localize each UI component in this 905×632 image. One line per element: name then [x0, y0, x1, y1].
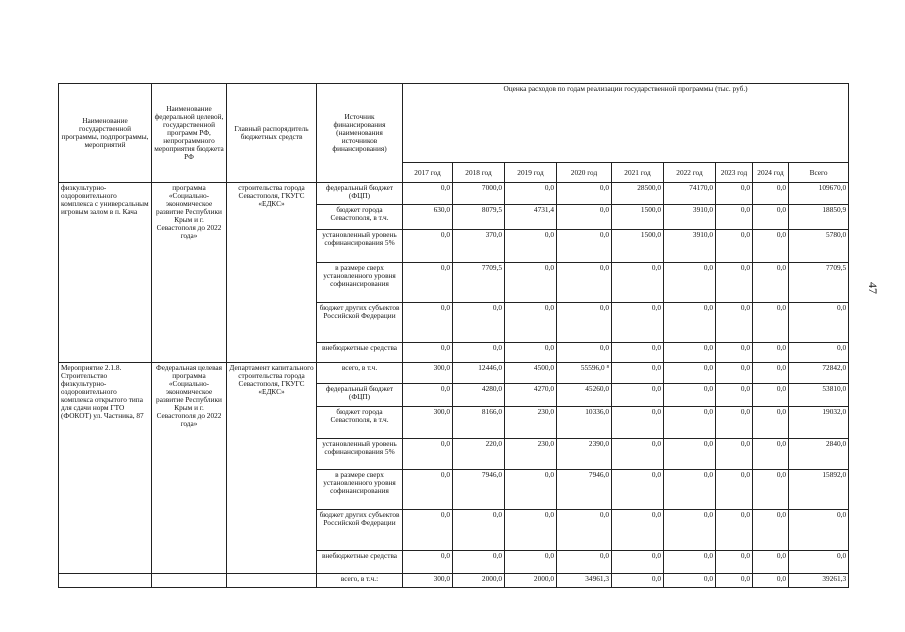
value-cell: 0,0 — [753, 510, 789, 551]
value-cell: 0,0 — [403, 551, 453, 574]
table-row — [59, 574, 849, 588]
value-cell: 0,0 — [716, 574, 753, 588]
year-header: 2024 год — [753, 163, 789, 183]
header-manager: Главный распорядитель бюджетных средств — [227, 84, 317, 183]
value-cell: 0,0 — [557, 205, 612, 230]
value-cell: 34961,3 — [557, 574, 612, 588]
value-cell: 0,0 — [664, 343, 716, 363]
value-cell: 230,0 — [505, 439, 557, 470]
value-cell: 300,0 — [403, 363, 453, 384]
value-cell: 0,0 — [753, 343, 789, 363]
value-cell: 0,0 — [716, 263, 753, 303]
year-header: 2021 год — [612, 163, 664, 183]
value-cell: 300,0 — [403, 407, 453, 439]
value-cell: 0,0 — [716, 363, 753, 384]
program-name-cell: физкультурно-оздоровительного комплекса с универсальным игровым залом в п. Кача — [59, 183, 152, 363]
value-cell: 0,0 — [453, 303, 505, 343]
value-cell: 4280,0 — [453, 384, 505, 407]
source-cell: всего, в т.ч.: — [317, 574, 403, 588]
total-cell: 18850,9 — [789, 205, 849, 230]
value-cell: 0,0 — [612, 363, 664, 384]
value-cell: 0,0 — [664, 303, 716, 343]
value-cell: 55596,0 ⁸ — [557, 363, 612, 384]
value-cell: 0,0 — [557, 303, 612, 343]
value-cell: 7946,0 — [557, 470, 612, 510]
value-cell: 2000,0 — [453, 574, 505, 588]
value-cell: 0,0 — [664, 551, 716, 574]
empty-cell — [59, 574, 152, 588]
value-cell: 0,0 — [753, 551, 789, 574]
value-cell: 370,0 — [453, 230, 505, 263]
value-cell: 7709,5 — [453, 263, 505, 303]
value-cell: 0,0 — [753, 470, 789, 510]
value-cell: 0,0 — [664, 439, 716, 470]
value-cell: 300,0 — [403, 574, 453, 588]
value-cell: 0,0 — [557, 343, 612, 363]
value-cell: 0,0 — [557, 551, 612, 574]
value-cell: 0,0 — [664, 407, 716, 439]
value-cell: 0,0 — [664, 263, 716, 303]
value-cell: 0,0 — [716, 230, 753, 263]
total-cell: 39261,3 — [789, 574, 849, 588]
value-cell: 220,0 — [453, 439, 505, 470]
value-cell: 630,0 — [403, 205, 453, 230]
value-cell: 0,0 — [753, 407, 789, 439]
source-cell: установленный уровень софинансирования 5% — [317, 439, 403, 470]
value-cell: 0,0 — [716, 384, 753, 407]
source-cell: в размере сверх установленного уровня софинансирования — [317, 470, 403, 510]
total-cell: 5780,0 — [789, 230, 849, 263]
source-cell: бюджет города Севастополя, в т.ч. — [317, 205, 403, 230]
source-cell: в размере сверх установленного уровня софинансирования — [317, 263, 403, 303]
value-cell: 0,0 — [612, 470, 664, 510]
value-cell: 0,0 — [505, 551, 557, 574]
value-cell: 0,0 — [505, 230, 557, 263]
value-cell: 0,0 — [716, 205, 753, 230]
value-cell: 0,0 — [664, 574, 716, 588]
value-cell: 0,0 — [403, 183, 453, 205]
value-cell: 0,0 — [505, 343, 557, 363]
empty-cell — [227, 574, 317, 588]
source-cell: внебюджетные средства — [317, 343, 403, 363]
value-cell: 0,0 — [612, 384, 664, 407]
value-cell: 0,0 — [557, 230, 612, 263]
table-row — [59, 183, 849, 205]
value-cell: 3910,0 — [664, 205, 716, 230]
value-cell: 0,0 — [612, 574, 664, 588]
value-cell: 1500,0 — [612, 230, 664, 263]
source-cell: федеральный бюджет (ФЦП) — [317, 384, 403, 407]
value-cell: 0,0 — [753, 384, 789, 407]
value-cell: 0,0 — [716, 303, 753, 343]
budget-table — [58, 83, 849, 588]
value-cell: 0,0 — [664, 363, 716, 384]
value-cell: 0,0 — [505, 263, 557, 303]
manager-cell: Департамент капитального строительства города Севастополя, ГКУГС «ЕДКС» — [227, 363, 317, 574]
header-name: Наименование государственной программы, подпрограммы, мероприятий — [59, 84, 152, 183]
empty-cell — [152, 574, 227, 588]
value-cell: 0,0 — [612, 551, 664, 574]
year-header: 2020 год — [557, 163, 612, 183]
value-cell: 230,0 — [505, 407, 557, 439]
total-cell: 19032,0 — [789, 407, 849, 439]
value-cell: 0,0 — [505, 183, 557, 205]
header-estimate: Оценка расходов по годам реализации государственной программы (тыс. руб.) — [403, 84, 849, 163]
value-cell: 4270,0 — [505, 384, 557, 407]
federal-program-cell: программа «Социально-экономическое развитие Республики Крым и г. Севастополя до 2022 года» — [152, 183, 227, 363]
table-row — [59, 363, 849, 384]
year-header: 2022 год — [664, 163, 716, 183]
year-header-total: Всего — [789, 163, 849, 183]
value-cell: 0,0 — [716, 343, 753, 363]
source-cell: установленный уровень софинансирования 5% — [317, 230, 403, 263]
value-cell: 2000,0 — [505, 574, 557, 588]
source-cell: внебюджетные средства — [317, 551, 403, 574]
value-cell: 0,0 — [403, 343, 453, 363]
value-cell: 0,0 — [716, 551, 753, 574]
total-cell: 0,0 — [789, 343, 849, 363]
value-cell: 0,0 — [557, 263, 612, 303]
total-cell: 2840,0 — [789, 439, 849, 470]
value-cell: 0,0 — [716, 183, 753, 205]
value-cell: 0,0 — [753, 205, 789, 230]
value-cell: 0,0 — [403, 303, 453, 343]
value-cell: 0,0 — [716, 407, 753, 439]
value-cell: 0,0 — [612, 343, 664, 363]
program-name-cell: Мероприятие 2.1.8. Строительство физкультурно-оздоровительного комплекса открытого типа для сдачи норм ГТО (ФОКОТ) ул. Частника, 87 — [59, 363, 152, 574]
value-cell: 0,0 — [753, 303, 789, 343]
total-cell: 109670,0 — [789, 183, 849, 205]
value-cell: 3910,0 — [664, 230, 716, 263]
value-cell: 0,0 — [403, 470, 453, 510]
value-cell: 0,0 — [753, 439, 789, 470]
value-cell: 0,0 — [505, 303, 557, 343]
value-cell: 0,0 — [753, 574, 789, 588]
value-cell: 74170,0 — [664, 183, 716, 205]
value-cell: 7000,0 — [453, 183, 505, 205]
value-cell: 28500,0 — [612, 183, 664, 205]
total-cell: 53810,0 — [789, 384, 849, 407]
value-cell: 0,0 — [716, 439, 753, 470]
header-source: Источник финансирования (наименования источников финансирования) — [317, 84, 403, 183]
year-header: 2023 год — [716, 163, 753, 183]
total-cell: 0,0 — [789, 551, 849, 574]
value-cell: 0,0 — [753, 230, 789, 263]
value-cell: 45260,0 — [557, 384, 612, 407]
source-cell: бюджет других субъектов Российской Федерации — [317, 510, 403, 551]
value-cell: 12446,0 — [453, 363, 505, 384]
value-cell: 0,0 — [557, 510, 612, 551]
value-cell: 0,0 — [716, 470, 753, 510]
value-cell: 0,0 — [557, 183, 612, 205]
year-header: 2017 год — [403, 163, 453, 183]
value-cell: 0,0 — [453, 510, 505, 551]
source-cell: федеральный бюджет (ФЦП) — [317, 183, 403, 205]
total-cell: 0,0 — [789, 510, 849, 551]
value-cell: 8166,0 — [453, 407, 505, 439]
value-cell: 0,0 — [612, 439, 664, 470]
value-cell: 8079,5 — [453, 205, 505, 230]
value-cell: 0,0 — [403, 439, 453, 470]
value-cell: 0,0 — [664, 510, 716, 551]
value-cell: 0,0 — [403, 384, 453, 407]
value-cell: 0,0 — [505, 470, 557, 510]
value-cell: 10336,0 — [557, 407, 612, 439]
header-federal-program: Наименование федеральной целевой, государственной программ РФ, непрограммного мероприятия бюджета РФ — [152, 84, 227, 183]
value-cell: 0,0 — [612, 510, 664, 551]
value-cell: 0,0 — [753, 363, 789, 384]
value-cell: 0,0 — [403, 263, 453, 303]
value-cell: 0,0 — [403, 510, 453, 551]
value-cell: 0,0 — [612, 407, 664, 439]
value-cell: 0,0 — [612, 263, 664, 303]
value-cell: 0,0 — [453, 551, 505, 574]
source-cell: бюджет города Севастополя, в т.ч. — [317, 407, 403, 439]
value-cell: 0,0 — [664, 384, 716, 407]
value-cell: 0,0 — [505, 510, 557, 551]
value-cell: 0,0 — [716, 510, 753, 551]
source-cell: бюджет других субъектов Российской Федерации — [317, 303, 403, 343]
value-cell: 0,0 — [612, 303, 664, 343]
source-cell: всего, в т.ч. — [317, 363, 403, 384]
total-cell: 72842,0 — [789, 363, 849, 384]
total-cell: 7709,5 — [789, 263, 849, 303]
value-cell: 2390,0 — [557, 439, 612, 470]
value-cell: 4731,4 — [505, 205, 557, 230]
value-cell: 0,0 — [403, 230, 453, 263]
year-header: 2019 год — [505, 163, 557, 183]
value-cell: 0,0 — [753, 263, 789, 303]
value-cell: 0,0 — [664, 470, 716, 510]
year-header: 2018 год — [453, 163, 505, 183]
value-cell: 4500,0 — [505, 363, 557, 384]
page-number: 47 — [866, 282, 880, 294]
total-cell: 15892,0 — [789, 470, 849, 510]
value-cell: 1500,0 — [612, 205, 664, 230]
federal-program-cell: Федеральная целевая программа «Социально-экономическое развитие Республики Крым и г. Севастополя до 2022 года» — [152, 363, 227, 574]
value-cell: 0,0 — [453, 343, 505, 363]
value-cell: 7946,0 — [453, 470, 505, 510]
manager-cell: строительства города Севастополя, ГКУГС «ЕДКС» — [227, 183, 317, 363]
value-cell: 0,0 — [753, 183, 789, 205]
total-cell: 0,0 — [789, 303, 849, 343]
